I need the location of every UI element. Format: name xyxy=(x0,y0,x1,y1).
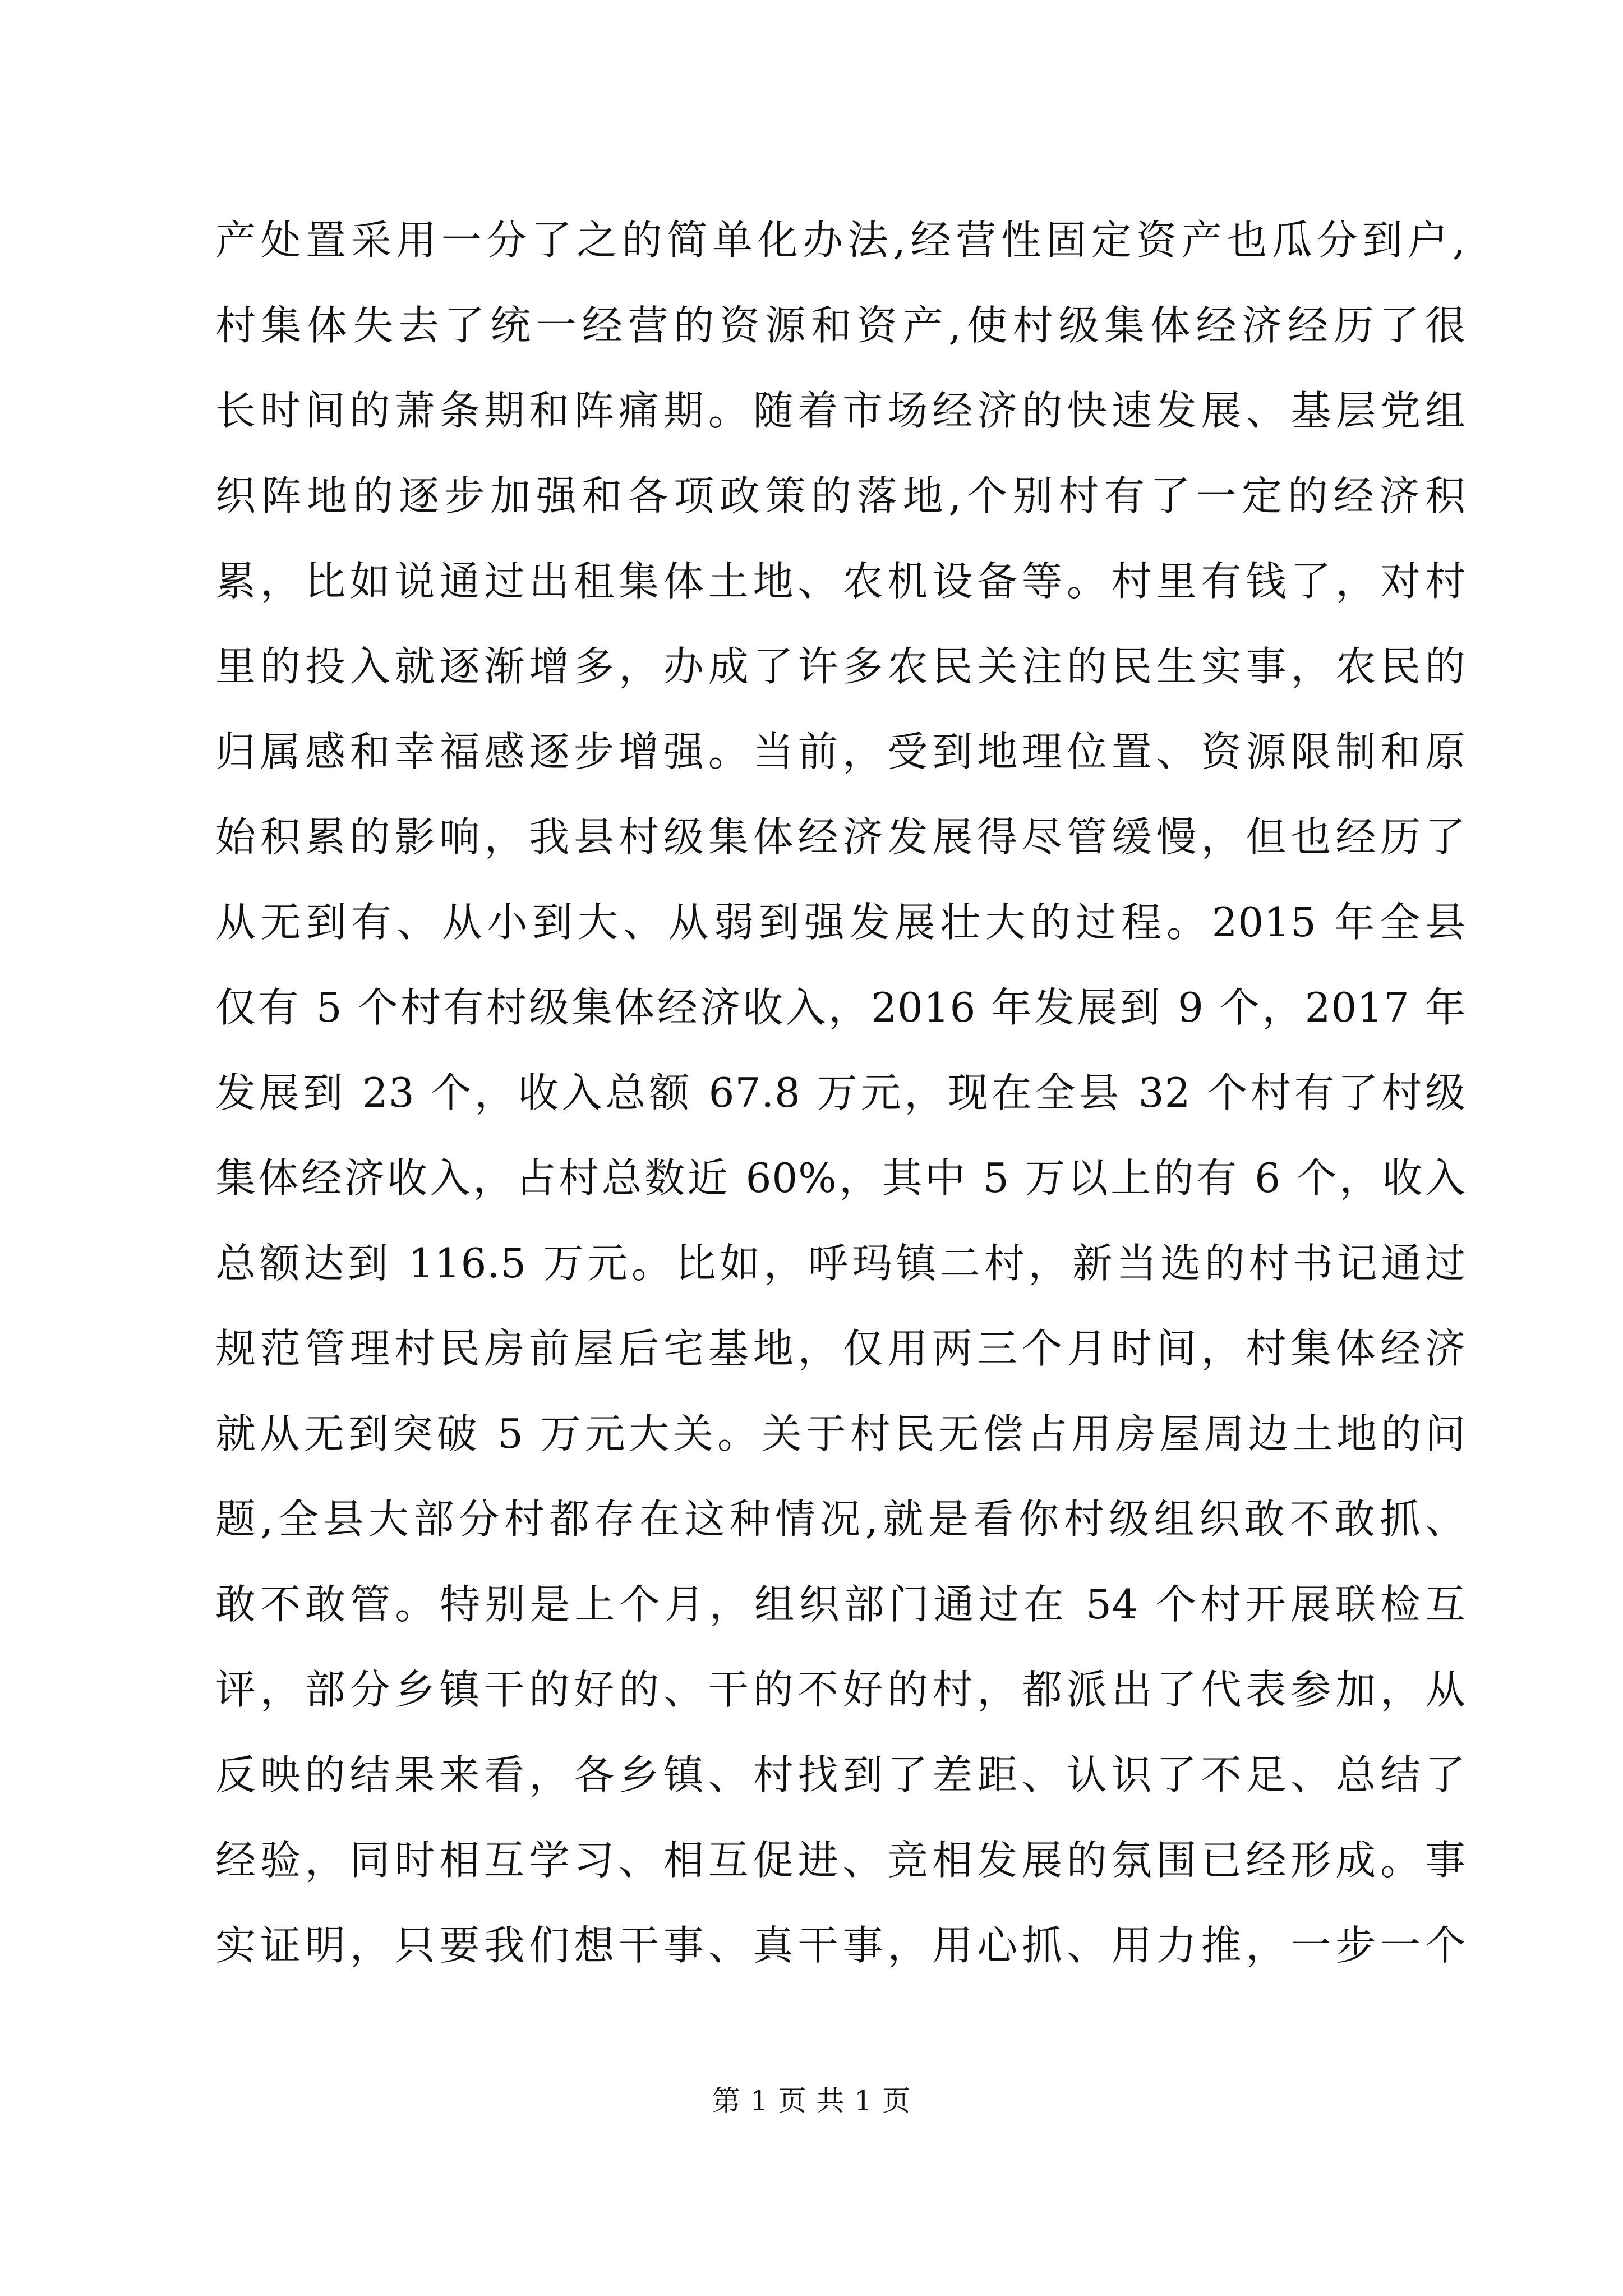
text-line: 就从无到突破 5 万元大关。关于村民无偿占用房屋周边土地的问 xyxy=(215,1410,1466,1457)
text-line: 从无到有、从小到大、从弱到强发展壮大的过程。2015 年全县 xyxy=(215,899,1466,946)
text-line: 织阵地的逐步加强和各项政策的落地,个别村有了一定的经济积 xyxy=(215,472,1466,519)
body-text xyxy=(215,197,1466,1988)
text-line: 发展到 23 个，收入总额 67.8 万元，现在全县 32 个村有了村级 xyxy=(215,1069,1466,1116)
text-line: 反映的结果来看，各乡镇、村找到了差距、认识了不足、总结了 xyxy=(215,1751,1466,1798)
text-line: 仅有 5 个村有村级集体经济收入，2016 年发展到 9 个，2017 年 xyxy=(215,984,1466,1031)
text-line: 敢不敢管。特别是上个月，组织部门通过在 54 个村开展联检互 xyxy=(215,1581,1466,1628)
text-line: 集体经济收入，占村总数近 60%，其中 5 万以上的有 6 个，收入 xyxy=(215,1154,1466,1202)
text-line: 总额达到 116.5 万元。比如，呼玛镇二村，新当选的村书记通过 xyxy=(215,1240,1466,1287)
text-line: 经验，同时相互学习、相互促进、竞相发展的氛围已经形成。事 xyxy=(215,1837,1466,1884)
text-line: 长时间的萧条期和阵痛期。随着市场经济的快速发展、基层党组 xyxy=(215,387,1466,434)
text-line: 评，部分乡镇干的好的、干的不好的村，都派出了代表参加，从 xyxy=(215,1666,1466,1713)
text-line: 归属感和幸福感逐步增强。当前，受到地理位置、资源限制和原 xyxy=(215,728,1466,775)
text-line: 始积累的影响，我县村级集体经济发展得尽管缓慢，但也经历了 xyxy=(215,813,1466,861)
text-line: 实证明，只要我们想干事、真干事，用心抓、用力推，一步一个 xyxy=(215,1922,1466,1969)
text-line: 累，比如说通过出租集体土地、农机设备等。村里有钱了，对村 xyxy=(215,558,1466,605)
text-line: 规范管理村民房前屋后宅基地，仅用两三个月时间，村集体经济 xyxy=(215,1325,1466,1372)
text-line: 里的投入就逐渐增多，办成了许多农民关注的民生实事，农民的 xyxy=(215,643,1466,690)
text-line: 题,全县大部分村都存在这种情况,就是看你村级组织敢不敢抓、 xyxy=(215,1496,1466,1543)
text-line: 村集体失去了统一经营的资源和资产,使村级集体经济经历了很 xyxy=(215,302,1466,349)
text-line: 产处置采用一分了之的简单化办法,经营性固定资产也瓜分到户, xyxy=(215,217,1466,264)
page-footer: 第 1 页 共 1 页 xyxy=(712,2085,911,2117)
